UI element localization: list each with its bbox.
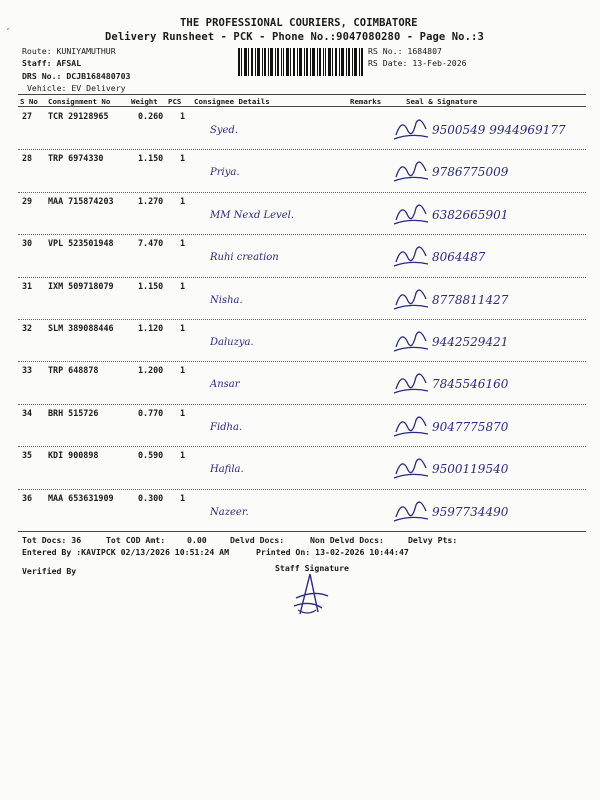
row-signature-scribble [392,452,432,482]
row-pcs: 1 [180,450,186,461]
row-weight: 0.770 [138,407,164,418]
row-weight: 7.470 [138,238,164,249]
table-top-rule [18,94,586,95]
entered-by: Entered By :KAVIPCK 02/13/2026 10:51:24 AM [22,547,230,557]
row-consignment-no: SLM 389088446 [48,323,114,333]
row-sno: 31 [22,280,33,291]
row-pcs: 1 [180,365,186,376]
rs-date: RS Date: 13-Feb-2026 [368,58,467,68]
row-sno: 33 [22,365,33,376]
company-title: THE PROFESSIONAL COURIERS, COIMBATORE [180,17,418,29]
row-consignee-handwriting: Ruhi creation [210,252,279,264]
total-cod-value: 0.00 [187,535,207,545]
col-header-pcs: PCS [168,97,182,106]
row-weight: 1.120 [138,323,164,333]
row-pcs: 1 [180,111,186,121]
row-divider [18,489,586,490]
verified-by: Verified By [22,566,77,576]
col-header-weight: Weight [131,97,158,106]
drs-label: DRS No.: DCJB168480703 [22,71,131,81]
row-pcs: 1 [180,407,186,418]
row-sno: 32 [22,323,33,333]
row-signature-phone: 8778811427 [432,292,509,307]
row-consignment-no: TRP 648878 [48,365,99,376]
row-consignment-no: IXM 509718079 [48,280,114,291]
row-signature-scribble [392,155,432,185]
non-delivered-docs: Non Delvd Docs: [310,535,384,545]
col-header-consignee: Consignee Details [194,97,270,106]
total-docs: Tot Docs: 36 [22,535,82,545]
row-pcs: 1 [180,280,186,291]
row-consignee-handwriting: Nisha. [210,294,243,306]
staff-signature-mark [288,570,338,618]
table-header-rule [18,106,586,107]
row-signature-scribble [392,113,432,143]
row-signature-phone: 9500549 9944969177 [432,123,566,137]
row-signature-phone: 9597734490 [432,504,509,519]
row-pcs: 1 [180,238,186,249]
row-consignment-no: BRH 515726 [48,407,99,418]
row-weight: 1.150 [138,153,164,164]
row-divider [18,446,586,447]
row-signature-phone: 6382665901 [432,207,509,222]
corner-mark: , [6,23,11,31]
row-signature-scribble [392,495,432,525]
col-header-remarks: Remarks [350,97,382,106]
col-header-seal: Seal & Signature [406,97,478,106]
row-divider [18,192,586,193]
row-consignment-no: KDI 900898 [48,450,99,461]
row-signature-phone: 8064487 [432,250,486,265]
row-pcs: 1 [180,153,186,164]
row-pcs: 1 [180,492,186,503]
total-cod-label: Tot COD Amt: [106,535,166,545]
delivery-points: Delvy Pts: [408,535,458,545]
row-sno: 29 [22,195,33,206]
rs-number: RS No.: 1684807 [368,46,442,56]
staff-label: Staff: AFSAL [22,58,82,68]
delivered-docs: Delvd Docs: [230,535,285,545]
row-signature-scribble [392,283,432,313]
row-signature-scribble [392,240,432,270]
row-weight: 0.260 [138,111,164,121]
row-sno: 27 [22,111,33,121]
row-consignee-handwriting: Syed. [210,125,238,136]
runsheet-subtitle: Delivery Runsheet - PCK - Phone No.:9047080280 - Page No.:3 [105,31,484,43]
row-signature-phone: 9047775870 [432,419,509,434]
row-sno: 34 [22,407,33,418]
row-weight: 1.150 [138,280,164,291]
row-signature-phone: 9786775009 [432,165,509,180]
row-signature-phone: 9442529421 [432,335,509,349]
row-signature-phone: 7845546160 [432,377,509,392]
row-consignment-no: VPL 523501948 [48,238,114,249]
row-divider [18,319,586,320]
table-bottom-rule [18,531,586,532]
row-weight: 1.200 [138,365,164,376]
row-signature-scribble [392,325,432,355]
row-consignment-no: MAA 653631909 [48,492,114,503]
row-sno: 35 [22,450,33,461]
col-header-consignment: Consignment No [48,97,111,106]
row-consignee-handwriting: Ansar [210,379,240,391]
row-signature-phone: 9500119540 [432,462,509,477]
row-signature-scribble [392,198,432,228]
row-pcs: 1 [180,195,186,206]
row-consignment-no: MAA 715874203 [48,195,114,206]
row-divider [18,149,586,150]
row-signature-scribble [392,410,432,440]
barcode-image [238,48,364,76]
row-consignee-handwriting: Daluzya. [210,337,254,348]
row-weight: 0.590 [138,450,164,461]
row-divider [18,234,586,235]
row-consignee-handwriting: Priya. [210,167,240,179]
row-weight: 0.300 [138,492,164,503]
row-sno: 36 [22,492,33,503]
row-weight: 1.270 [138,195,164,206]
col-header-sno: S No [20,97,38,106]
row-consignee-handwriting: MM Nexd Level. [210,209,295,221]
row-consignee-handwriting: Hafila. [210,464,244,476]
row-divider [18,404,586,405]
row-sno: 28 [22,153,33,164]
row-divider [18,277,586,278]
row-consignee-handwriting: Fidha. [210,421,243,433]
printed-on: Printed On: 13-02-2026 10:44:47 [256,547,409,557]
row-signature-scribble [392,367,432,397]
row-consignment-no: TRP 6974330 [48,153,104,164]
vehicle-label: Vehicle: EV Delivery [27,83,126,93]
row-consignment-no: TCR 29128965 [48,111,109,121]
row-divider [18,361,586,362]
row-sno: 30 [22,238,33,249]
row-pcs: 1 [180,323,186,333]
staff-signature-label: Staff Signature [275,563,349,573]
row-consignee-handwriting: Nazeer. [210,506,249,518]
route-label: Route: KUNIYAMUTHUR [22,46,116,56]
